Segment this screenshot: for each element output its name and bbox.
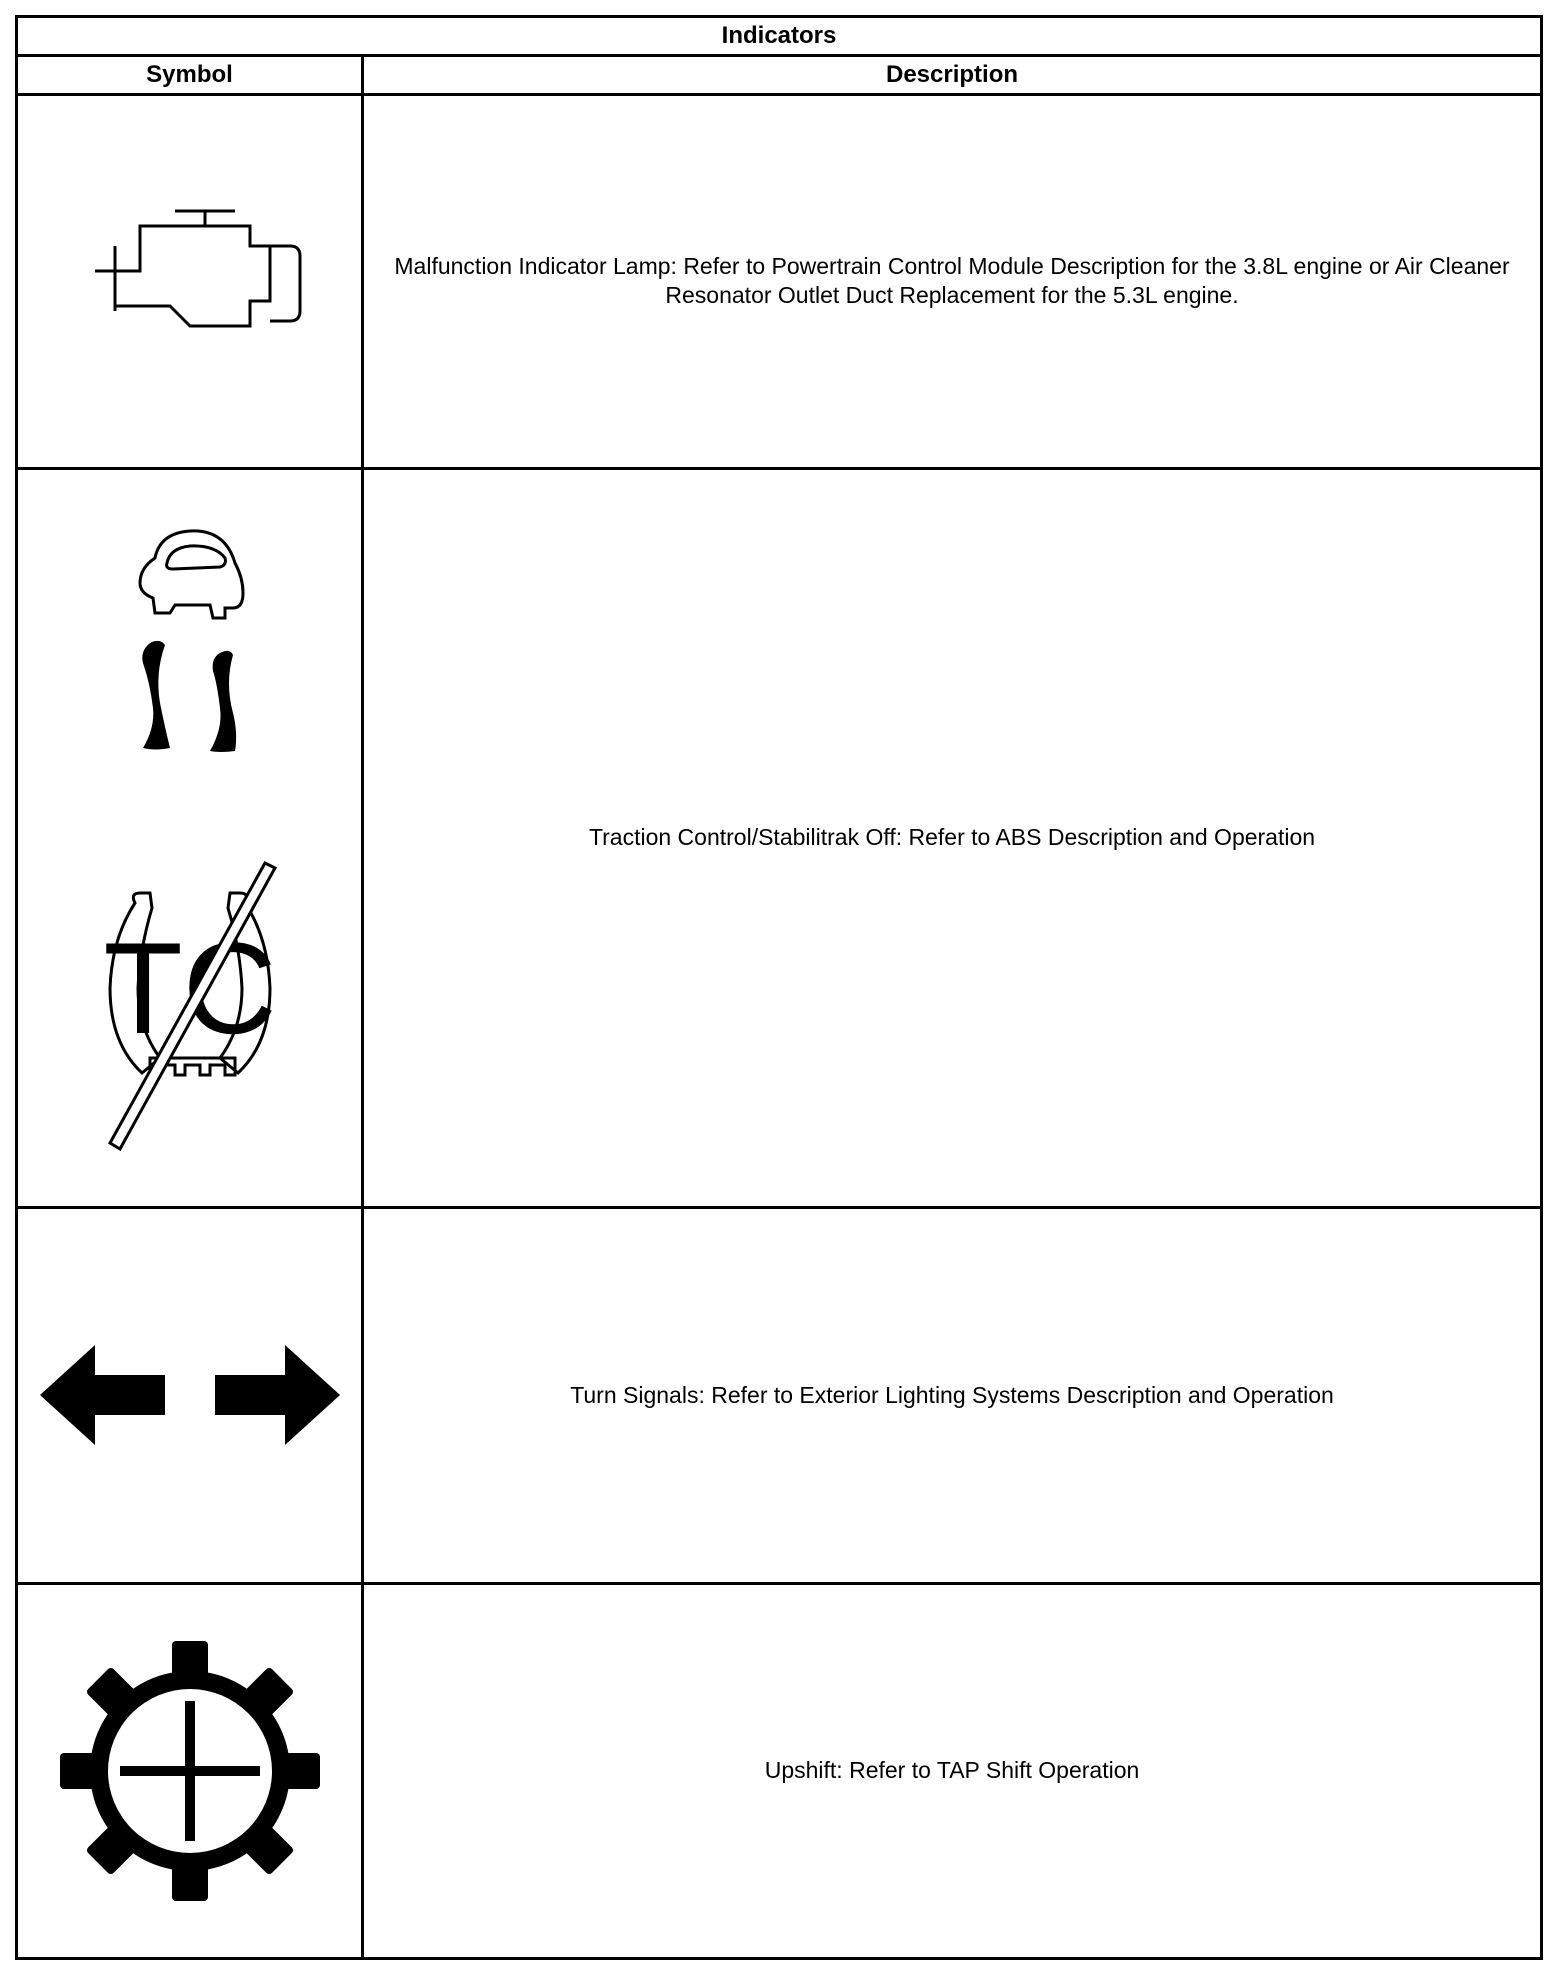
traction-control-off-icon xyxy=(80,853,300,1153)
description-cell: Upshift: Refer to TAP Shift Operation xyxy=(363,1583,1542,1958)
check-engine-icon xyxy=(70,201,310,361)
left-arrow-icon xyxy=(40,1345,165,1445)
table-title: Indicators xyxy=(17,17,1542,56)
symbol-cell xyxy=(17,468,363,1208)
symbol-column-header: Symbol xyxy=(17,56,363,95)
indicators-table xyxy=(15,15,1543,1960)
tc-label: TC xyxy=(102,914,277,1061)
description-cell: Malfunction Indicator Lamp: Refer to Powertrain Control Module Description for the 3.8L engine or Air Cleaner Resonator Outlet Duct Replacement for the 5.3L engine. xyxy=(363,95,1542,468)
turn-signal-arrows-icon xyxy=(35,1340,345,1450)
symbol-cell xyxy=(17,1583,363,1958)
symbol-cell xyxy=(17,95,363,468)
symbol-cell xyxy=(17,1208,363,1583)
table-row xyxy=(17,468,1542,1208)
table-row xyxy=(17,1583,1542,1958)
table-row xyxy=(17,1208,1542,1583)
description-cell: Traction Control/Stabilitrak Off: Refer to ABS Description and Operation xyxy=(363,468,1542,1208)
skidding-car-icon xyxy=(125,523,255,773)
upshift-gear-icon xyxy=(55,1636,325,1906)
table-row xyxy=(17,95,1542,468)
right-arrow-icon xyxy=(215,1345,340,1445)
description-cell: Turn Signals: Refer to Exterior Lighting Systems Description and Operation xyxy=(363,1208,1542,1583)
description-column-header: Description xyxy=(363,56,1542,95)
